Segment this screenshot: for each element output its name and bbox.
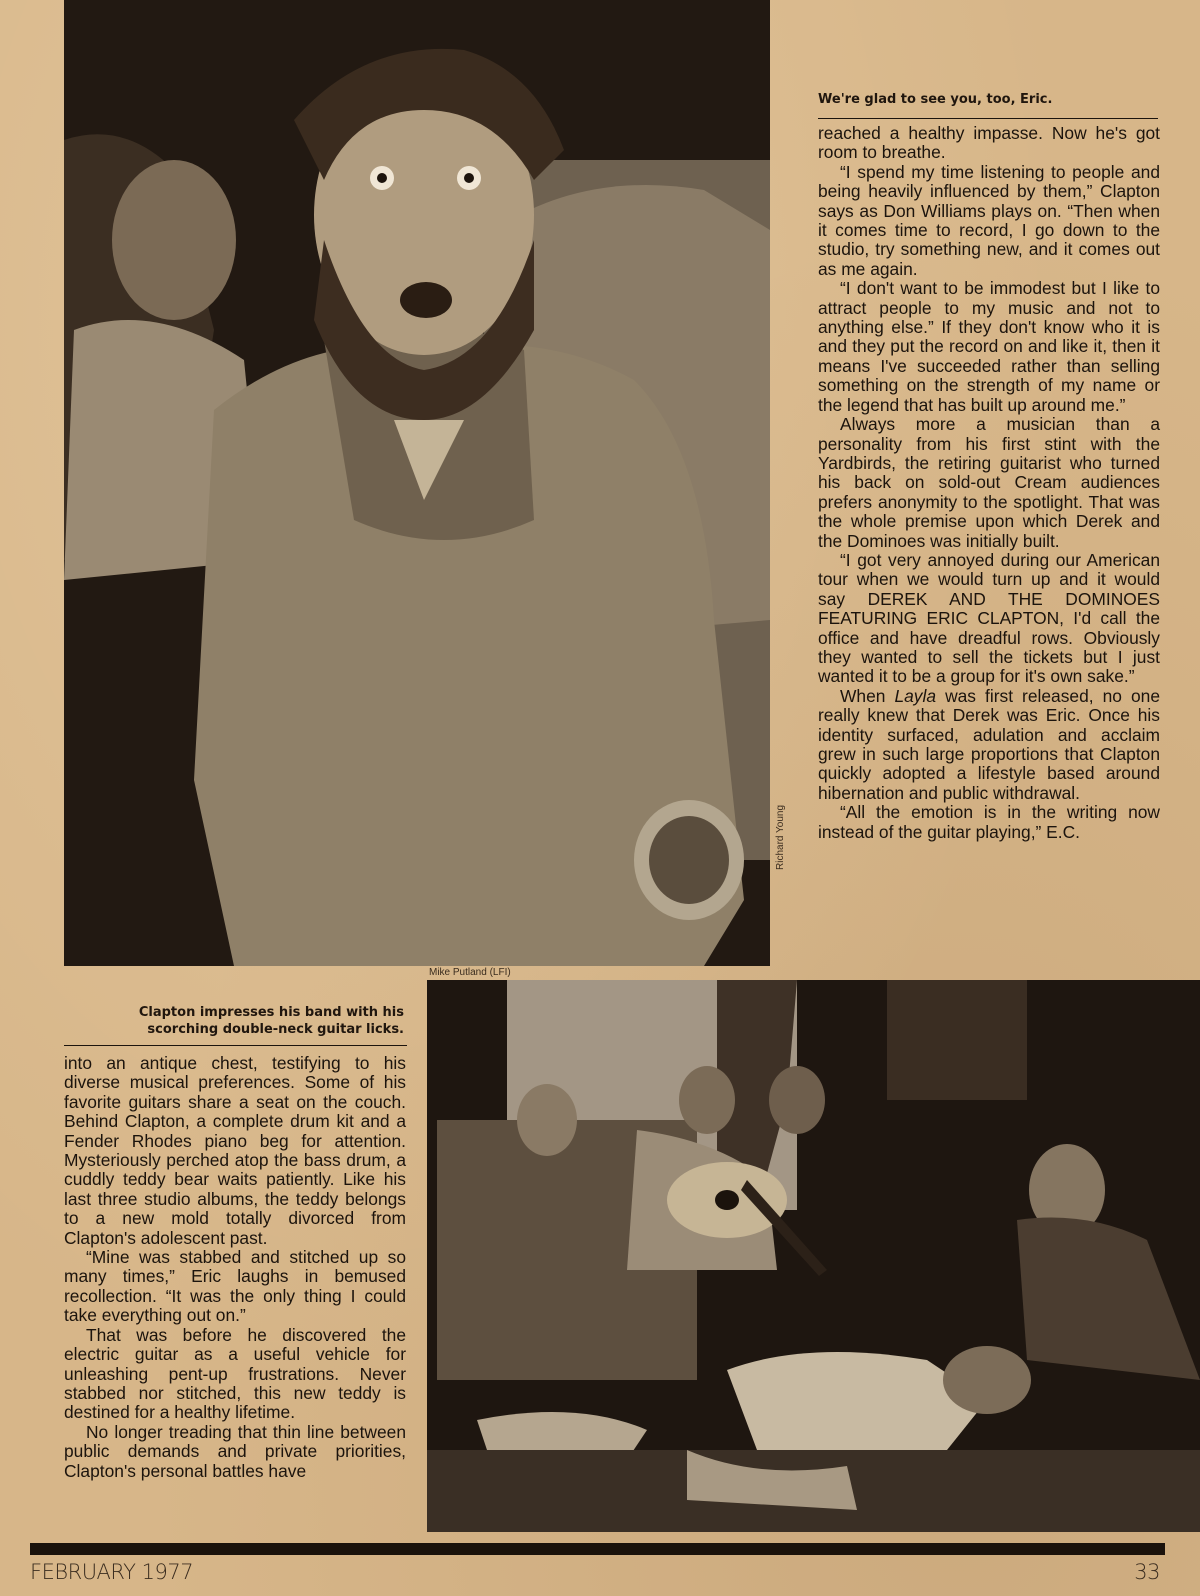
paragraph: “I don't want to be immodest but I like to attract people to my music and not to anything else.” If they don't know who it is and they put the record on and like it, then it means I've succeeded rather than selling something on the strength of my name or the legend that has built up around me.” bbox=[818, 278, 1160, 415]
paragraph: into an antique chest, testifying to his diverse musical preferences. Some of his favorite guitars share a seat on the couch. Behind Clapton, a complete drum kit and a Fender Rhodes piano beg for attention. Mysteriously perched atop the bass drum, a cuddly teddy bear waits patiently. Like his last three studio albums, the teddy belongs to a new mold totally divorced from Clapton's adolescent past. bbox=[64, 1053, 406, 1248]
paragraph-text: was first released, no one really knew that Derek was Eric. Once his identity surfaced, adulation and acclaim grew in such large proportions that Clapton quickly adopted a lifestyle based around hibernation and public withdrawal. bbox=[818, 685, 1160, 803]
photo-caption-bottom: Clapton impresses his band with his scorching double-neck guitar licks. bbox=[138, 1005, 404, 1037]
article-column-left bbox=[64, 1054, 406, 1481]
photo-credit-top: Richard Young bbox=[775, 804, 786, 870]
paragraph: “I got very annoyed during our American tour when we would turn up and it would say DEREK AND THE DOMINOES FEATURING ERIC CLAPTON, I'd call the office and have dreadful rows. Obviously they wanted to sell the tickets but I just wanted it to be a group for it's own sake.” bbox=[818, 549, 1160, 687]
paragraph: No longer treading that thin line between public demands and private priorities, Clapton's personal battles have bbox=[64, 1421, 406, 1481]
photo-caption-top: We're glad to see you, too, Eric. bbox=[818, 92, 1053, 107]
paragraph: reached a healthy impasse. Now he's got room to breathe. bbox=[818, 123, 1160, 163]
paragraph bbox=[818, 687, 1160, 803]
paragraph: “Mine was stabbed and stitched up so many times,” Eric laughs in bemused recollection. “It was the only thing I could take everything out on.” bbox=[64, 1247, 406, 1326]
page-number: 33 bbox=[1134, 1560, 1160, 1584]
caption-rule-top bbox=[818, 118, 1158, 119]
photo-band-jam bbox=[427, 980, 1200, 1532]
footer-rule bbox=[30, 1543, 1165, 1555]
paragraph: Always more a musician than a personality from his first stint with the Yardbirds, the retiring guitarist who turned his back on sold-out Cream audiences prefers anonymity to the spotlight. That was the whole premise upon which Derek and the Dominoes was initially built. bbox=[818, 414, 1160, 551]
caption-rule-bottom bbox=[64, 1045, 407, 1046]
issue-date: FEBRUARY 1977 bbox=[30, 1560, 194, 1584]
paragraph: “I spend my time listening to people and being heavily influenced by them,” Clapton says as Don Williams plays on. “Then when it comes time to record, I go down to the studio, try something new, and it comes out as me again. bbox=[818, 161, 1160, 279]
album-title: Layla bbox=[894, 685, 937, 706]
paragraph: “All the emotion is in the writing now instead of the guitar playing,” E.C. bbox=[818, 802, 1160, 842]
paragraph-text: When bbox=[840, 685, 886, 706]
photo-clapton-portrait bbox=[64, 0, 770, 966]
article-column-right bbox=[818, 124, 1160, 842]
paragraph: That was before he discovered the electric guitar as a useful vehicle for unleashing pent-up frustrations. Never stabbed nor stitched, this new teddy is destined for a healthy lifetime. bbox=[64, 1324, 406, 1423]
photo-credit-bottom: Mike Putland (LFI) bbox=[429, 967, 511, 978]
